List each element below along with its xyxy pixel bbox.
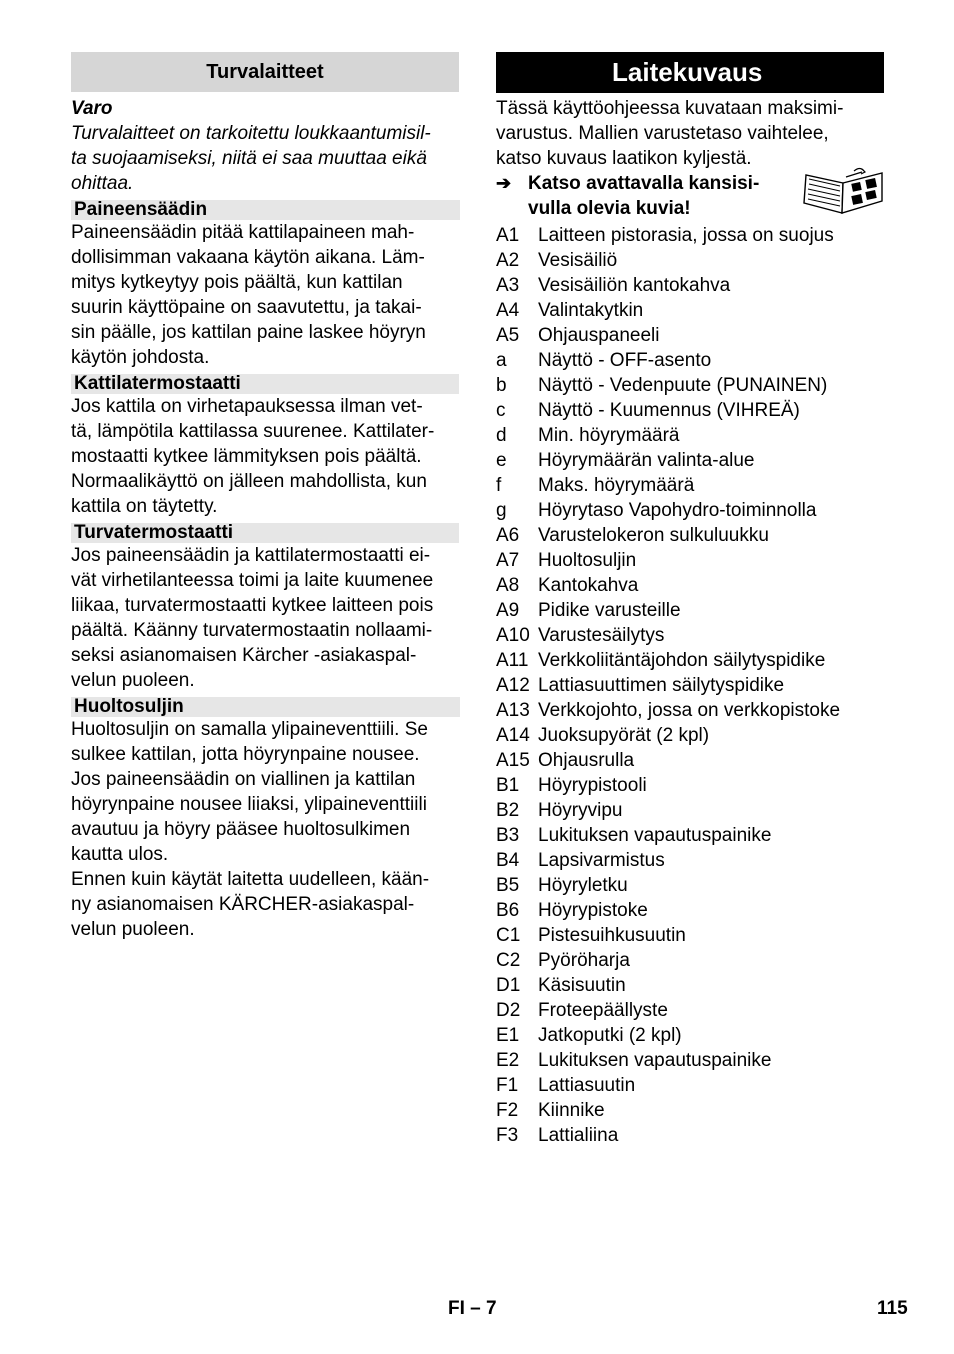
parts-list-item xyxy=(496,923,884,948)
note-text: Katso avattavalla kansisi- vulla olevia kuvia! xyxy=(528,173,760,219)
part-code: A4 xyxy=(496,300,520,321)
part-label: Kiinnike xyxy=(538,1100,605,1121)
part-label: Verkkoliitäntäjohdon säilytyspidike xyxy=(538,650,826,671)
part-label: Verkkojohto, jossa on verkkopistoke xyxy=(538,700,841,721)
part-code: B2 xyxy=(496,800,520,821)
part-label: Maks. höyrymäärä xyxy=(538,475,695,496)
right-column xyxy=(496,52,884,1148)
parts-list-item xyxy=(496,1123,884,1148)
part-label: Pistesuihkusuutin xyxy=(538,925,686,946)
part-label: Höyrypistoke xyxy=(538,900,648,921)
parts-list-item xyxy=(496,648,884,673)
parts-list-item xyxy=(496,948,884,973)
parts-list-item xyxy=(496,1023,884,1048)
fold-out-note xyxy=(496,171,884,223)
part-code: D2 xyxy=(496,1000,521,1021)
part-code: d xyxy=(496,425,507,446)
part-label: Ohjauspaneeli xyxy=(538,325,660,346)
left-column xyxy=(71,52,459,942)
part-code: A11 xyxy=(496,650,529,671)
part-code: b xyxy=(496,375,507,396)
part-label: Ohjausrulla xyxy=(538,750,635,771)
part-label: Kantokahva xyxy=(538,575,639,596)
warning-text: Turvalaitteet on tarkoitettu loukkaantumisil- ta suojaamiseksi, niitä ei saa muuttaa eikä ohittaa. xyxy=(71,123,431,194)
parts-list-item xyxy=(496,798,884,823)
part-code: A12 xyxy=(496,675,530,696)
part-code: F2 xyxy=(496,1100,519,1121)
parts-list-item xyxy=(496,398,884,423)
part-code: B5 xyxy=(496,875,520,896)
part-code: B6 xyxy=(496,900,520,921)
part-code: E2 xyxy=(496,1050,520,1071)
part-code: A13 xyxy=(496,700,530,721)
footer-language-page: FI – 7 xyxy=(448,1298,497,1319)
part-label: Höyryletku xyxy=(538,875,628,896)
part-label: Näyttö - Vedenpuute (PUNAINEN) xyxy=(538,375,828,396)
part-code: F1 xyxy=(496,1075,519,1096)
parts-list-item xyxy=(496,473,884,498)
part-code: C2 xyxy=(496,950,521,971)
part-label: Pidike varusteille xyxy=(538,600,681,621)
part-code: F3 xyxy=(496,1125,519,1146)
parts-list-item xyxy=(496,773,884,798)
part-label: Varustelokeron sulkuluukku xyxy=(538,525,769,546)
parts-list-item xyxy=(496,898,884,923)
part-code: f xyxy=(496,475,502,496)
part-code: e xyxy=(496,450,507,471)
part-code: C1 xyxy=(496,925,521,946)
part-code: B4 xyxy=(496,850,520,871)
subheading-safety-thermostat: Turvatermostaatti xyxy=(71,523,459,543)
paragraph-service-valve: Huoltosuljin on samalla ylipaineventtiili. Se sulkee kattilan, jotta höyrynpaine nousee. Jos paineensäädin on viallinen ja kattilan höyrynpaine nousee liiaksi, ylipaineventtiili avautuu ja höyry pääsee huoltosulkimen kautta ulos. Ennen kuin käytät laitetta uudelleen, kään- ny asianomaisen KÄRCHER-asiakaspal- velun puoleen. xyxy=(71,719,430,940)
part-code: E1 xyxy=(496,1025,520,1046)
part-label: Lattialiina xyxy=(538,1125,619,1146)
part-label: Höyryvipu xyxy=(538,800,623,821)
parts-list-item xyxy=(496,548,884,573)
paragraph-pressure-regulator: Paineensäädin pitää kattilapaineen mah- dollisimman vakaana käytön aikana. Läm- mitys kytkeytyy pois päältä, kun kattilan suurin käyttöpaine on saavutettu, ja takai- sin päälle, jos kattilan paine laskee höyryn käytön johdosta. xyxy=(71,222,426,368)
parts-list-item xyxy=(496,573,884,598)
parts-list-item xyxy=(496,998,884,1023)
part-label: Höyrymäärän valinta-alue xyxy=(538,450,755,471)
subheading-pressure-regulator: Paineensäädin xyxy=(71,200,460,220)
part-label: Min. höyrymäärä xyxy=(538,425,680,446)
parts-list-item xyxy=(496,873,884,898)
parts-list xyxy=(496,223,884,1148)
part-code: B1 xyxy=(496,775,520,796)
part-code: A6 xyxy=(496,525,520,546)
part-label: Näyttö - Kuumennus (VIHREÄ) xyxy=(538,400,800,421)
parts-list-item xyxy=(496,1073,884,1098)
part-label: Laitteen pistorasia, jossa on suojus xyxy=(538,225,834,246)
part-label: Lapsivarmistus xyxy=(538,850,665,871)
part-code: A8 xyxy=(496,575,520,596)
parts-list-item xyxy=(496,848,884,873)
part-label: Höyrytaso Vapohydro-toiminnolla xyxy=(538,500,817,521)
parts-list-item xyxy=(496,423,884,448)
parts-list-item xyxy=(496,698,884,723)
intro-paragraph: Tässä käyttöohjeessa kuvataan maksimi- varustus. Mallien varustetaso vaihtelee, katso kuvaus laatikon kyljestä. xyxy=(496,98,844,169)
part-code: A10 xyxy=(496,625,530,646)
parts-list-item xyxy=(496,1048,884,1073)
part-label: Froteepäällyste xyxy=(538,1000,668,1021)
part-label: Näyttö - OFF-asento xyxy=(538,350,712,371)
parts-list-item xyxy=(496,673,884,698)
part-label: Varustesäilytys xyxy=(538,625,665,646)
parts-list-item xyxy=(496,523,884,548)
part-label: Höyrypistooli xyxy=(538,775,647,796)
part-label: Pyöröharja xyxy=(538,950,630,971)
parts-list-item xyxy=(496,223,884,248)
open-book-icon xyxy=(802,167,884,219)
paragraph-boiler-thermostat: Jos kattila on virhetapauksessa ilman vet- tä, lämpötila kattilassa suurenee. Kattilater- mostaatti kytkee lämmityksen pois päältä. Normaalikäyttö on jälleen mahdollista, kun kattila on täytetty. xyxy=(71,396,435,517)
part-code: A1 xyxy=(496,225,520,246)
part-label: Vesisäiliö xyxy=(538,250,618,271)
part-code: A15 xyxy=(496,750,530,771)
part-code: g xyxy=(496,500,507,521)
warning-title: Varo xyxy=(71,98,113,119)
parts-list-item xyxy=(496,823,884,848)
part-code: A7 xyxy=(496,550,520,571)
subheading-service-valve: Huoltosuljin xyxy=(71,697,460,717)
part-code: A14 xyxy=(496,725,530,746)
part-label: Lattiasuutin xyxy=(538,1075,636,1096)
part-code: D1 xyxy=(496,975,521,996)
parts-list-item xyxy=(496,448,884,473)
footer-page-number: 115 xyxy=(877,1298,908,1319)
part-code: A9 xyxy=(496,600,520,621)
parts-list-item xyxy=(496,1098,884,1123)
part-code: A3 xyxy=(496,275,520,296)
parts-list-item xyxy=(496,973,884,998)
parts-list-item xyxy=(496,723,884,748)
part-label: Lattiasuuttimen säilytyspidike xyxy=(538,675,785,696)
section-heading-device-description: Laitekuvaus xyxy=(496,52,884,93)
parts-list-item xyxy=(496,748,884,773)
paragraph-safety-thermostat: Jos paineensäädin ja kattilatermostaatti ei- vät virhetilanteessa toimi ja laite kuumenee liikaa, turvatermostaatti kytkee laitteen pois päältä. Käänny turvatermostaatin nollaami- seksi asianomaisen Kärcher -asiakaspal- velun puoleen. xyxy=(71,545,434,691)
part-code: B3 xyxy=(496,825,520,846)
part-label: Valintakytkin xyxy=(538,300,644,321)
parts-list-item xyxy=(496,498,884,523)
arrow-right-icon: ➔ xyxy=(496,173,512,193)
parts-list-item xyxy=(496,623,884,648)
part-label: Juoksupyörät (2 kpl) xyxy=(538,725,710,746)
part-code: a xyxy=(496,350,507,371)
part-label: Lukituksen vapautuspainike xyxy=(538,1050,772,1071)
parts-list-item xyxy=(496,348,884,373)
subheading-boiler-thermostat: Kattilatermostaatti xyxy=(71,374,459,394)
part-code: A5 xyxy=(496,325,520,346)
parts-list-item xyxy=(496,373,884,398)
parts-list-item xyxy=(496,598,884,623)
part-code: A2 xyxy=(496,250,520,271)
parts-list-item xyxy=(496,248,884,273)
part-label: Jatkoputki (2 kpl) xyxy=(538,1025,682,1046)
part-label: Huoltosuljin xyxy=(538,550,637,571)
section-heading-safety: Turvalaitteet xyxy=(71,52,459,92)
part-label: Lukituksen vapautuspainike xyxy=(538,825,772,846)
parts-list-item xyxy=(496,273,884,298)
parts-list-item xyxy=(496,298,884,323)
part-label: Käsisuutin xyxy=(538,975,626,996)
part-code: c xyxy=(496,400,506,421)
part-label: Vesisäiliön kantokahva xyxy=(538,275,731,296)
parts-list-item xyxy=(496,323,884,348)
